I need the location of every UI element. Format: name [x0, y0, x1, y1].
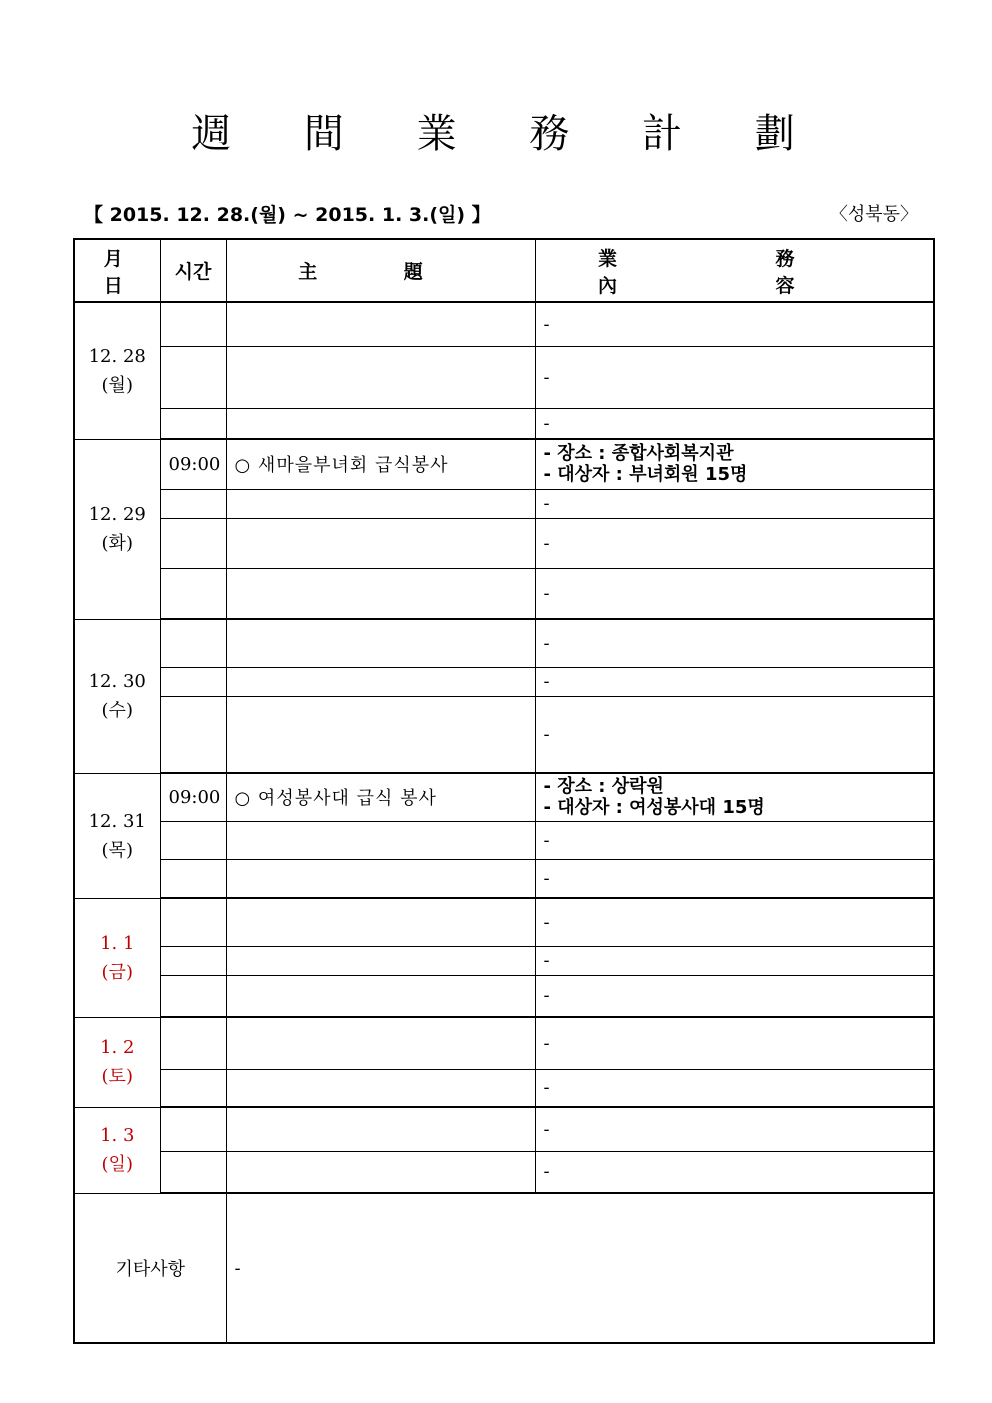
table-row — [74, 821, 934, 859]
time-cell: 09:00 — [160, 439, 226, 489]
time-cell — [160, 1069, 226, 1107]
topic-cell — [226, 696, 535, 773]
table-row — [74, 302, 934, 346]
content-cell — [535, 568, 934, 619]
table-row — [74, 975, 934, 1017]
time-cell — [160, 667, 226, 696]
day-date-cell — [74, 898, 160, 1017]
day-weekday: (금) — [101, 961, 133, 983]
topic-cell — [226, 1069, 535, 1107]
topic-cell — [226, 821, 535, 859]
table-row — [74, 489, 934, 518]
content-line: - 장소 : 상락원 — [543, 776, 664, 798]
topic-cell — [226, 1107, 535, 1151]
location-label: 〈성북동〉 — [829, 204, 918, 225]
day-weekday: (일) — [101, 1154, 133, 1175]
day-date: 1. 2 — [100, 1037, 135, 1058]
content-cell — [535, 346, 934, 408]
topic-cell — [226, 568, 535, 619]
topic-cell — [226, 489, 535, 518]
time-cell — [160, 346, 226, 408]
time-cell — [160, 1151, 226, 1193]
topic-cell — [226, 859, 535, 898]
day-date-cell — [74, 1017, 160, 1107]
content-line: - — [543, 1118, 550, 1140]
time-cell — [160, 568, 226, 619]
topic-cell — [226, 667, 535, 696]
content-cell — [535, 489, 934, 518]
content-line: - — [543, 723, 550, 745]
table-header-row — [74, 239, 934, 302]
content-line: - 장소 : 종합사회복지관 — [543, 443, 734, 465]
content-cell — [535, 1107, 934, 1151]
content-line: - — [543, 671, 550, 692]
table-row — [74, 667, 934, 696]
table-row — [74, 898, 934, 946]
content-line: - — [543, 582, 550, 604]
time-cell — [160, 859, 226, 898]
etc-row — [74, 1193, 934, 1343]
content-cell — [535, 667, 934, 696]
page-title: 週 間 業 務 計 劃 — [191, 111, 825, 157]
table-row — [74, 346, 934, 408]
content-cell — [535, 821, 934, 859]
day-date-cell — [74, 619, 160, 773]
header-content: 業 務 內 容 — [535, 239, 934, 302]
day-date: 1. 1 — [100, 932, 135, 954]
table-row — [74, 773, 934, 821]
content-line: - — [543, 1032, 550, 1054]
day-weekday: (목) — [101, 839, 133, 861]
content-cell — [535, 439, 934, 489]
day-date-cell — [74, 439, 160, 619]
time-cell — [160, 898, 226, 946]
table-row — [74, 696, 934, 773]
day-weekday: (토) — [101, 1066, 133, 1087]
topic-cell — [226, 975, 535, 1017]
time-cell — [160, 821, 226, 859]
day-date: 12. 29 — [88, 504, 146, 525]
content-cell — [535, 518, 934, 568]
content-cell — [535, 619, 934, 667]
content-line: - — [543, 412, 550, 434]
time-cell — [160, 1107, 226, 1151]
table-row — [74, 439, 934, 489]
topic-cell — [226, 346, 535, 408]
table-row — [74, 1107, 934, 1151]
table-row — [74, 518, 934, 568]
plan-body — [74, 239, 934, 1343]
content-cell — [535, 975, 934, 1017]
day-date-cell — [74, 773, 160, 898]
table-row — [74, 408, 934, 439]
etc-content: - — [226, 1193, 934, 1343]
content-line: - — [543, 1161, 550, 1183]
topic-cell — [226, 1017, 535, 1069]
content-line: - — [543, 313, 550, 335]
day-date: 12. 30 — [88, 671, 146, 692]
time-cell — [160, 518, 226, 568]
time-cell — [160, 696, 226, 773]
content-line: - — [543, 985, 550, 1007]
day-weekday: (화) — [101, 533, 133, 554]
content-cell — [535, 408, 934, 439]
header-topic: 主 題 — [226, 239, 535, 302]
day-weekday: (월) — [101, 374, 133, 396]
content-line: - — [543, 366, 550, 388]
period-range: 【 2015. 12. 28.(월) ~ 2015. 1. 3.(일) 】 — [84, 204, 491, 226]
content-line: - — [543, 532, 550, 554]
day-date: 12. 28 — [88, 345, 146, 367]
content-cell — [535, 302, 934, 346]
table-row — [74, 1069, 934, 1107]
topic-cell — [226, 898, 535, 946]
content-line: - — [543, 911, 550, 933]
content-cell — [535, 946, 934, 975]
time-cell — [160, 619, 226, 667]
topic-cell: ○ 여성봉사대 급식 봉사 — [226, 773, 535, 821]
content-cell — [535, 898, 934, 946]
topic-cell: ○ 새마을부녀회 급식봉사 — [226, 439, 535, 489]
table-row — [74, 1151, 934, 1193]
content-line: - 대상자 : 부녀회원 15명 — [543, 464, 748, 486]
table-row — [74, 859, 934, 898]
topic-cell — [226, 619, 535, 667]
day-date-cell — [74, 1107, 160, 1193]
time-cell — [160, 1017, 226, 1069]
topic-cell — [226, 1151, 535, 1193]
weekly-plan-table — [73, 238, 935, 1344]
table-row — [74, 1017, 934, 1069]
topic-cell — [226, 518, 535, 568]
topic-cell — [226, 302, 535, 346]
topic-cell — [226, 408, 535, 439]
time-cell — [160, 408, 226, 439]
time-cell: 09:00 — [160, 773, 226, 821]
time-cell — [160, 946, 226, 975]
header-time: 시간 — [160, 239, 226, 302]
content-line: - 대상자 : 여성봉사대 15명 — [543, 797, 765, 819]
content-cell — [535, 1069, 934, 1107]
content-line: - — [543, 493, 550, 514]
day-date: 1. 3 — [100, 1125, 135, 1146]
content-line: - — [543, 867, 550, 889]
time-cell — [160, 489, 226, 518]
day-date-cell — [74, 302, 160, 439]
etc-label: 기타사항 — [74, 1193, 226, 1343]
content-cell — [535, 1151, 934, 1193]
topic-cell — [226, 946, 535, 975]
content-cell — [535, 1017, 934, 1069]
time-cell — [160, 302, 226, 346]
content-cell — [535, 773, 934, 821]
content-line: - — [543, 1077, 550, 1099]
table-row — [74, 568, 934, 619]
table-row — [74, 619, 934, 667]
content-cell — [535, 859, 934, 898]
header-date: 月 日 — [74, 239, 160, 302]
time-cell — [160, 975, 226, 1017]
day-date: 12. 31 — [88, 810, 146, 832]
table-row — [74, 946, 934, 975]
content-line: - — [543, 950, 550, 971]
content-cell — [535, 696, 934, 773]
content-line: - — [543, 829, 550, 851]
day-weekday: (수) — [101, 700, 133, 721]
content-line: - — [543, 632, 550, 654]
